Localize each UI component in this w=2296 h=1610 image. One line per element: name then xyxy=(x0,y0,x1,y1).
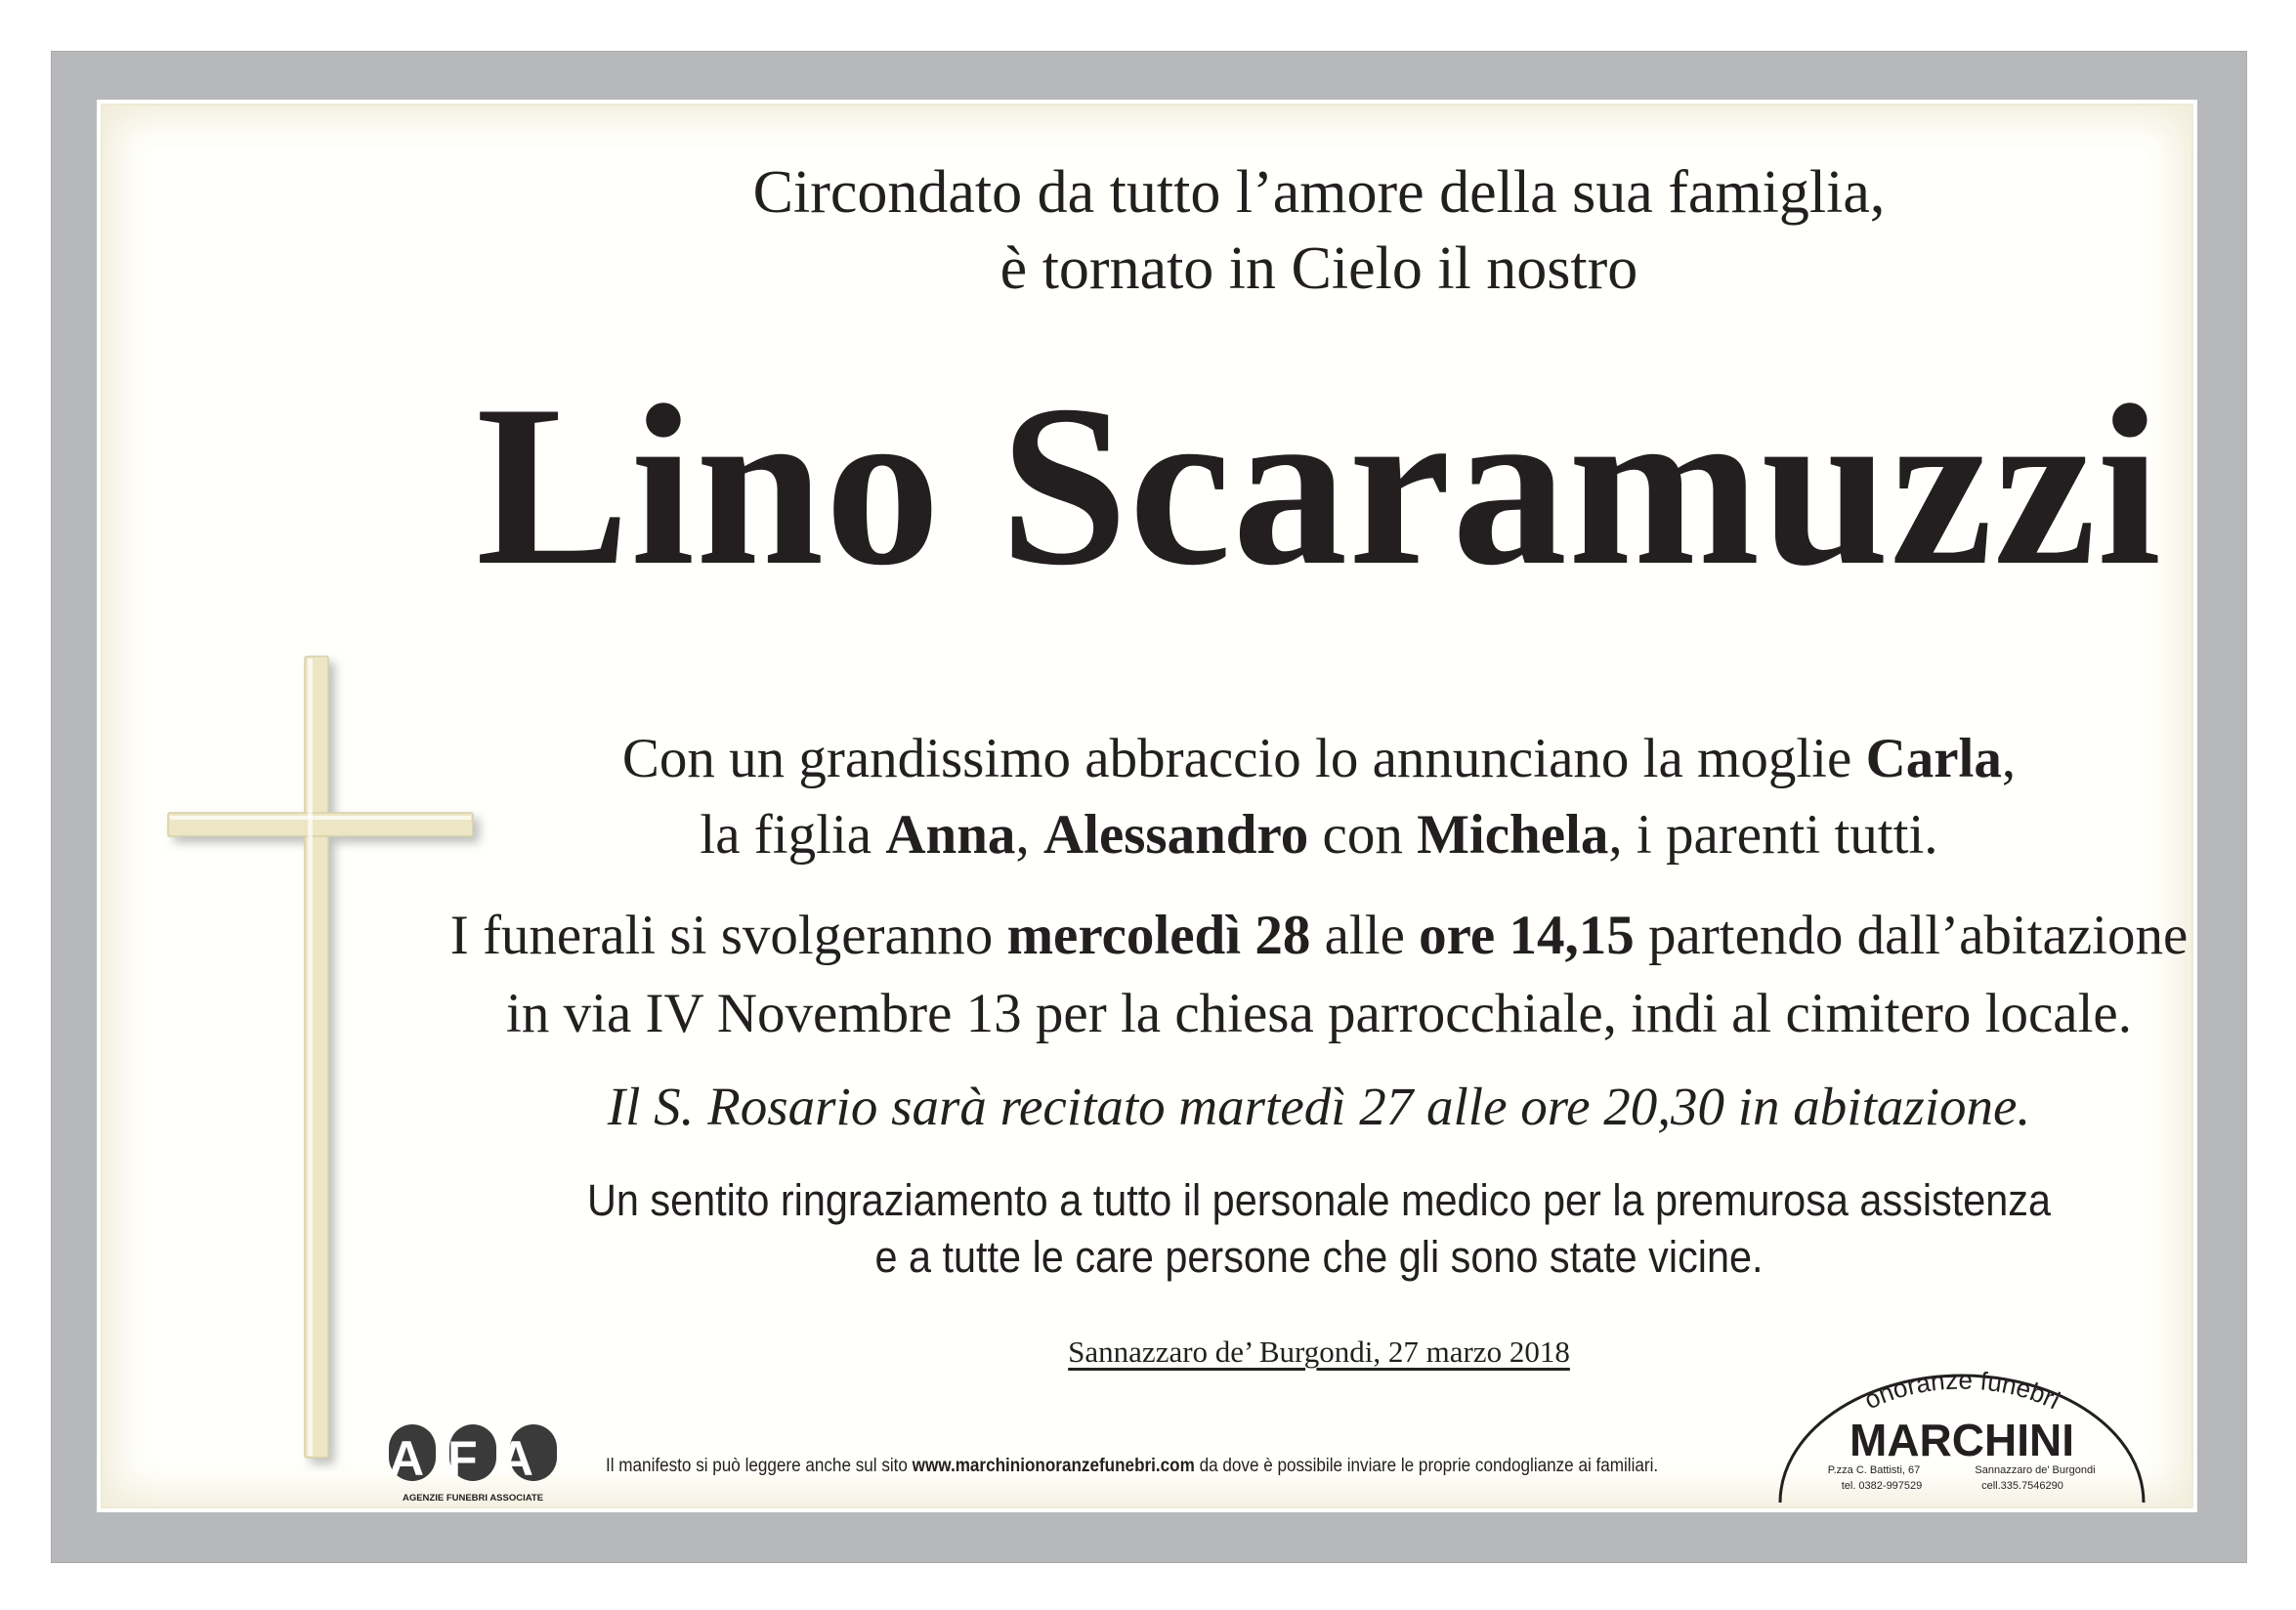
family-text: , i parenti tutti. xyxy=(1608,804,1938,866)
funeral-text: partendo dall’abitazione xyxy=(1634,905,2189,966)
family-text: , xyxy=(2001,728,2017,789)
place-date-text: Sannazzaro de’ Burgondi, 27 marzo 2018 xyxy=(1068,1335,1570,1369)
thanks-message xyxy=(465,1172,2173,1286)
family-text: la figlia xyxy=(700,804,886,866)
funeral-text: alle xyxy=(1310,905,1420,966)
family-text: con xyxy=(1308,804,1418,866)
footer-note xyxy=(606,1454,1659,1479)
daughter-name: Anna xyxy=(885,804,1016,866)
website-link[interactable]: www.marchinionoranzefunebri.com xyxy=(912,1456,1195,1476)
deceased-name: Lino Scaramuzzi xyxy=(476,359,2162,614)
funeral-route: in via IV Novembre 13 per la chiesa parrocchiale, indi al cimitero locale. xyxy=(506,983,2132,1044)
funeral-time: ore 14,15 xyxy=(1419,905,1635,966)
intro-text xyxy=(391,154,2247,307)
family-text: Con un grandissimo abbraccio lo annunciano la moglie xyxy=(621,728,1866,789)
marchini-tel: tel. 0382-997529 xyxy=(1841,1480,1923,1492)
marchini-arc-text xyxy=(1859,1366,2064,1416)
funeral-details xyxy=(391,897,2247,1053)
funeral-text: I funerali si svolgeranno xyxy=(449,905,1007,966)
thanks-line-1: Un sentito ringraziamento a tutto il personale medico per la premurosa assistenza xyxy=(586,1175,2052,1225)
intro-line-1: Circondato da tutto l’amore della sua famiglia, xyxy=(752,159,1886,226)
cross-icon xyxy=(156,651,489,1471)
intro-line-2: è tornato in Cielo il nostro xyxy=(999,235,1638,302)
marchini-town: Sannazzaro de' Burgondi xyxy=(1975,1464,2096,1476)
funeral-day: mercoledì 28 xyxy=(1006,905,1311,966)
marchini-logo xyxy=(1766,1358,2157,1504)
wife-name: Carla xyxy=(1865,728,2002,789)
marchini-arc-label: onoranze funebri xyxy=(1859,1365,2065,1416)
partner-name: Michela xyxy=(1417,804,1609,866)
marchini-address: P.zza C. Battisti, 67 xyxy=(1827,1464,1921,1476)
family-announcement xyxy=(391,721,2247,873)
family-text: , xyxy=(1015,804,1043,866)
thanks-line-2: e a tutte le care persone che gli sono state vicine. xyxy=(874,1232,1764,1282)
afa-letters: AFA xyxy=(389,1431,557,1486)
footer-text: Il manifesto si può leggere anche sul sito xyxy=(606,1456,913,1476)
rosary-notice: Il S. Rosario sarà recitato martedì 27 alle ore 20,30 in abitazione. xyxy=(607,1077,2031,1136)
marchini-name: MARCHINI xyxy=(1850,1415,2074,1465)
footer-text: da dove è possibile inviare le proprie condoglianze ai familiari. xyxy=(1194,1456,1659,1476)
marchini-cell: cell.335.7546290 xyxy=(1981,1480,2063,1492)
afa-logo xyxy=(385,1417,561,1506)
son-name: Alessandro xyxy=(1042,804,1309,866)
afa-caption: AGENZIE FUNEBRI ASSOCIATE xyxy=(402,1493,544,1504)
